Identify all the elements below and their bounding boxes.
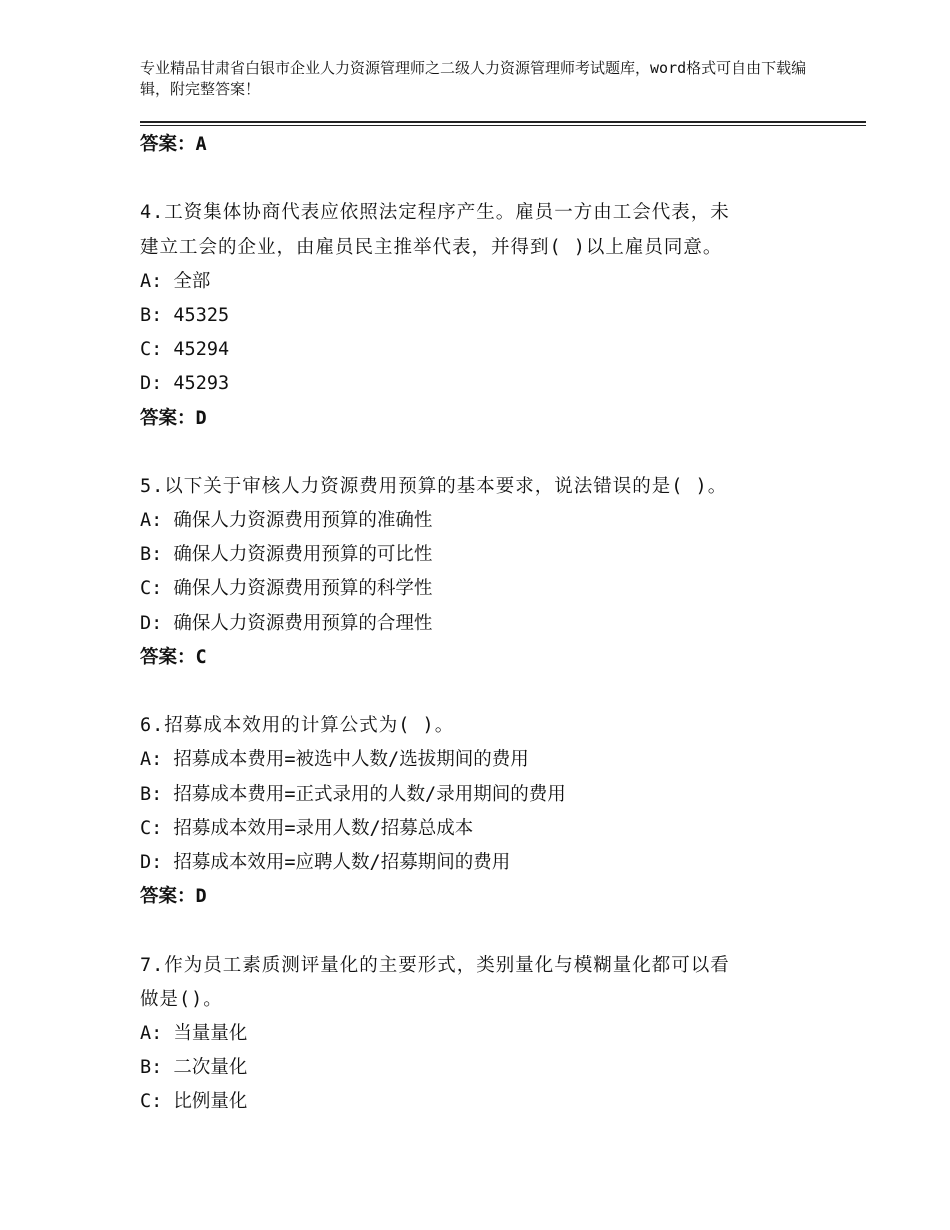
question-5-option-b: B: 确保人力资源费用预算的可比性 <box>140 544 433 566</box>
question-list <box>140 128 830 1119</box>
question-5-text-line-1: 5.以下关于审核人力资源费用预算的基本要求，说法错误的是( )。 <box>140 475 728 497</box>
question-4-option-a: A: 全部 <box>140 270 211 292</box>
question-7-option-a: A: 当量量化 <box>140 1022 248 1044</box>
question-4-option-d: D: 45293 <box>140 373 230 395</box>
question-6-option-c: C: 招募成本效用=录用人数/招募总成本 <box>140 817 474 839</box>
header-rule <box>140 121 866 126</box>
question-4-option-b: B: 45325 <box>140 304 230 326</box>
question-6 <box>140 709 830 914</box>
spacer <box>140 914 830 948</box>
question-5-option-c: C: 确保人力资源费用预算的科学性 <box>140 578 433 600</box>
question-4-text-line-1: 4.工资集体协商代表应依照法定程序产生。雇员一方由工会代表，未 <box>140 202 730 224</box>
question-4-option-c: C: 45294 <box>140 339 230 361</box>
question-7-option-c: C: 比例量化 <box>140 1091 248 1113</box>
question-7-text-line-1: 7.作为员工素质测评量化的主要形式，类别量化与模糊量化都可以看 <box>140 954 730 976</box>
question-7-option-b: B: 二次量化 <box>140 1057 248 1079</box>
question-6-option-b: B: 招募成本费用=正式录用的人数/录用期间的费用 <box>140 783 566 805</box>
spacer <box>140 436 830 470</box>
header-text: 专业精品甘肃省白银市企业人力资源管理师之二级人力资源管理师考试题库，word格式可自由下载编辑，附完整答案！ <box>140 59 807 98</box>
spacer <box>140 162 830 196</box>
question-4 <box>140 196 830 435</box>
question-7 <box>140 949 830 1120</box>
spacer <box>140 675 830 709</box>
question-6-option-d: D: 招募成本效用=应聘人数/招募期间的费用 <box>140 851 511 873</box>
question-6-option-a: A: 招募成本费用=被选中人数/选拔期间的费用 <box>140 749 529 771</box>
question-4-text-line-2: 建立工会的企业，由雇员民主推举代表，并得到( )以上雇员同意。 <box>140 236 723 258</box>
question-5-option-a: A: 确保人力资源费用预算的准确性 <box>140 510 433 532</box>
page-header <box>140 58 830 100</box>
question-6-text-line-1: 6.招募成本效用的计算公式为( )。 <box>140 715 455 737</box>
question-5-option-d: D: 确保人力资源费用预算的合理性 <box>140 612 433 634</box>
question-5-answer: 答案：C <box>140 646 207 668</box>
question-7-text-line-2: 做是()。 <box>140 988 223 1010</box>
question-6-answer: 答案：D <box>140 886 207 908</box>
answer-previous: 答案：A <box>140 134 207 155</box>
question-5 <box>140 470 830 675</box>
question-4-answer: 答案：D <box>140 407 207 429</box>
